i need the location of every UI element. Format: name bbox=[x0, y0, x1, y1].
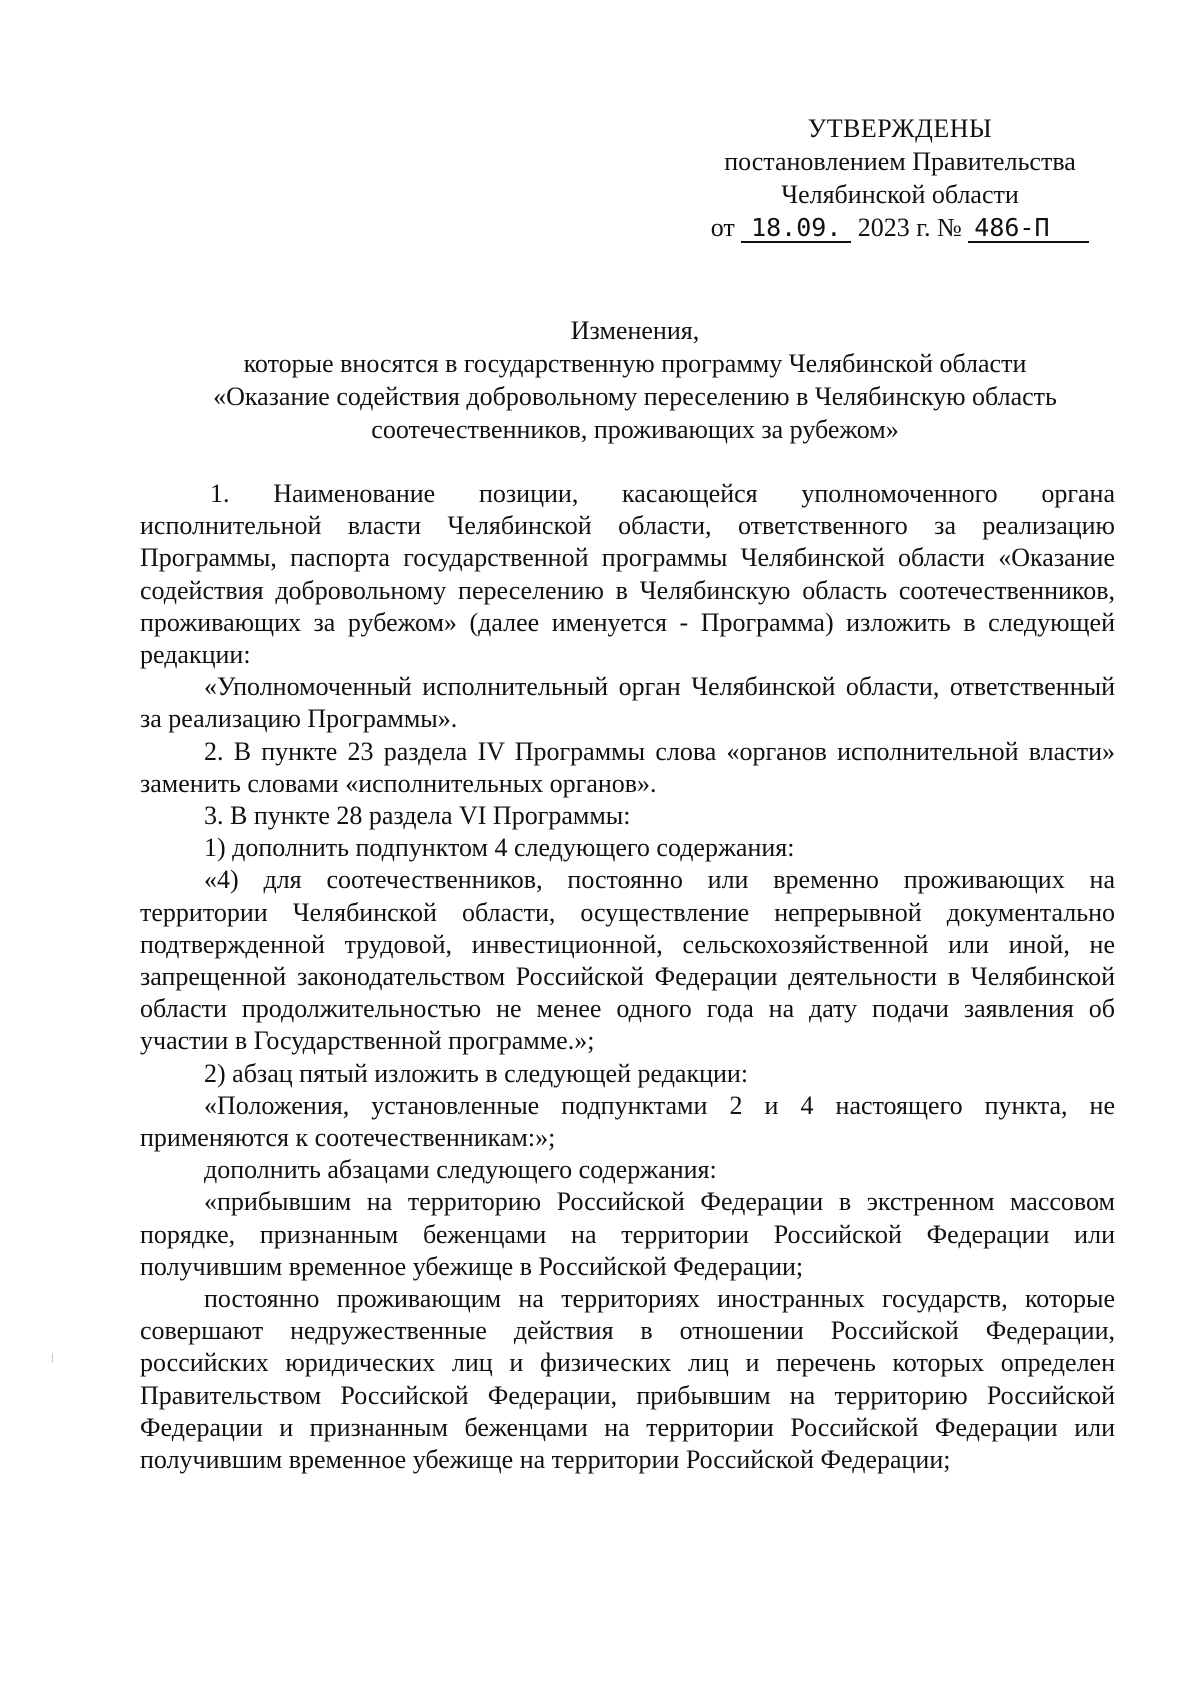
paragraph-quote-provisions: «Положения, установленные подпунктами 2 и 4 настоящего пункта, не применяются к соотечественникам:»; bbox=[140, 1090, 1115, 1153]
document-body bbox=[140, 478, 1115, 1476]
paragraph-item-2: 2. В пункте 23 раздела IV Программы слова «органов исполнительной власти» заменить словами «исполнительных органов». bbox=[140, 736, 1116, 798]
decree-date: 18.09. bbox=[741, 215, 851, 243]
decree-year: 2023 г. № bbox=[857, 213, 962, 242]
approval-line-1: постановлением Правительства bbox=[724, 147, 1076, 176]
approval-dateline bbox=[700, 211, 1100, 244]
approval-block bbox=[700, 112, 1100, 244]
paragraph-add-clauses: дополнить абзацами следующего содержания: bbox=[204, 1155, 717, 1185]
paragraph-permanent-residents: постоянно проживающим на территориях иностранных государств, которые совершают недружественные действия в отношении Российской Федерации, российских юридических лиц и физических лиц и перечень которых определен Правительством Российской Федерации, прибывшим на территорию Российской Федерации и признанным беженцами на территории Российской Федерации или получившим временное убежище на территории Российской Федерации; bbox=[140, 1284, 1115, 1475]
decree-number: 486-П bbox=[968, 215, 1089, 243]
paragraph-quote-arrived: «прибывшим на территорию Российской Федерации в экстренном массовом порядке, признанным беженцами на территории Российской Федерации или получившим временное убежище в Российской Федерации; bbox=[140, 1187, 1115, 1281]
paragraph-quote-subitem-4: «4) для соотечественников, постоянно или временно проживающих на территории Челябинской области, осуществление непрерывной документально подтвержденной трудовой, инвестиционной, сельскохозяйственной или иной, не запрещенной законодательством Российской Федерации деятельности в Челябинской области продолжительностью не менее одного года на дату подачи заявления об участии в Государственной программе.»; bbox=[140, 865, 1115, 1056]
title-line-1: Изменения, bbox=[570, 316, 700, 345]
paragraph-quote-authority: «Уполномоченный исполнительный орган Челябинской области, ответственный за реализацию Программы». bbox=[140, 672, 1115, 734]
paragraph-subitem-2: 2) абзац пятый изложить в следующей редакции: bbox=[204, 1058, 749, 1088]
title-line-2: которые вносятся в государственную программу Челябинской области bbox=[243, 349, 1027, 378]
paragraph-item-1: 1. Наименование позиции, касающейся уполномоченного органа исполнительной власти Челябинской области, ответственного за реализацию Программы, паспорта государственной программы Челябинской области «Оказание содействия добровольному переселению в Челябинскую область соотечественников, проживающих за рубежом» (далее именуется - Программа) изложить в следующей редакции: bbox=[140, 479, 1115, 670]
document-title bbox=[140, 314, 1130, 446]
title-line-3: «Оказание содействия добровольному переселению в Челябинскую область bbox=[213, 382, 1057, 411]
title-line-4: соотечественников, проживающих за рубежом» bbox=[371, 415, 899, 444]
paragraph-item-3: 3. В пункте 28 раздела VI Программы: bbox=[204, 801, 631, 831]
approval-line-2: Челябинской области bbox=[781, 180, 1019, 209]
approval-heading: УТВЕРЖДЕНЫ bbox=[807, 114, 993, 143]
paragraph-subitem-1: 1) дополнить подпунктом 4 следующего содержания: bbox=[204, 833, 795, 863]
scan-speck bbox=[52, 1353, 53, 1363]
date-prefix: от bbox=[710, 213, 735, 242]
